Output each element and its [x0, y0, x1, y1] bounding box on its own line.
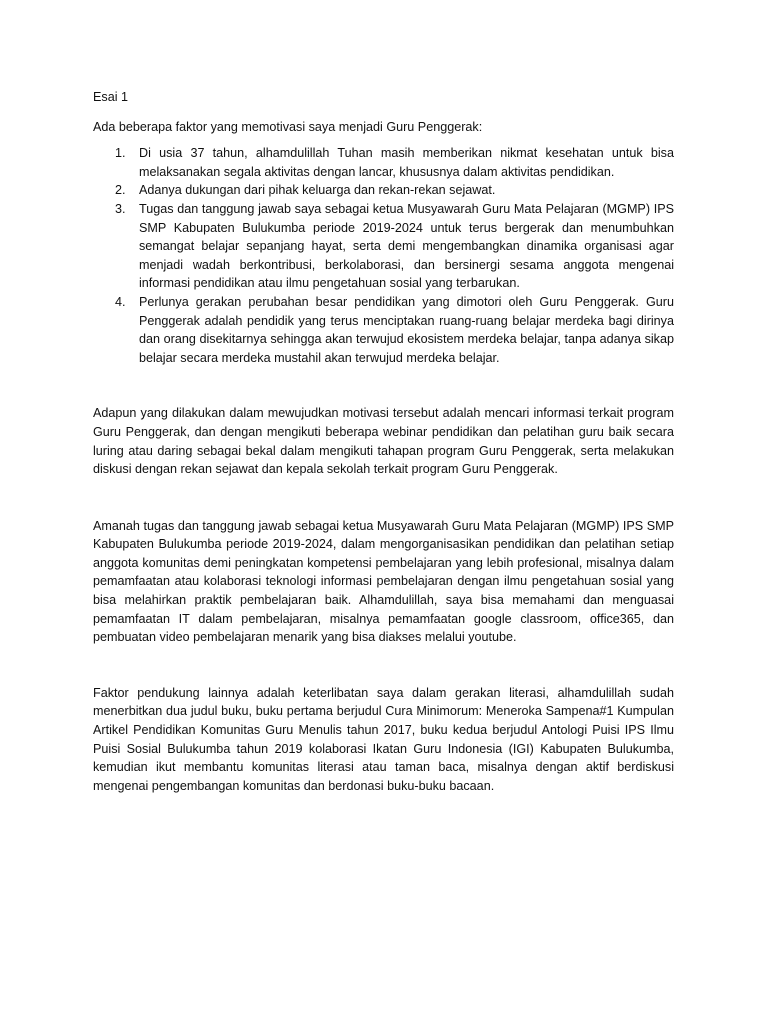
list-item-number: 1. — [115, 146, 126, 161]
list-item — [93, 293, 674, 367]
list-item — [93, 200, 674, 293]
list-item-text: Di usia 37 tahun, alhamdulillah Tuhan masih memberikan nikmat kesehatan untuk bisa melaksanakan segala aktivitas dengan lancar, khususnya dalam aktivitas pendidikan. — [139, 146, 674, 179]
list-item-number: 4. — [115, 294, 126, 309]
paragraph-literacy-support: Faktor pendukung lainnya adalah keterlibatan saya dalam gerakan literasi, alhamdulillah sudah menerbitkan dua judul buku, buku pertama berjudul Cura Minimorum: Meneroka Sampena#1 Kumpulan Artikel Pendidikan Komunitas Guru Menulis tahun 2017, buku kedua berjudul Antologi Puisi IPS Ilmu Puisi Sosial Bulukumba tahun 2019 kolaborasi Ikatan Guru Indonesia (IGI) Kabupaten Bulukumba, kemudian ikut membantu komunitas literasi atau taman baca, misalnya dengan aktif berdiskusi mengenai pengembangan komunitas dan berdonasi buku-buku bacaan. — [93, 685, 674, 793]
list-item-number: 2. — [115, 183, 126, 198]
list-item — [93, 144, 674, 181]
list-item-text: Perlunya gerakan perubahan besar pendidikan yang dimotori oleh Guru Penggerak. Guru Penggerak adalah pendidik yang terus menciptakan ruang-ruang belajar merdeka bagi dirinya dan orang disekitarnya sehingga akan terwujud ekosistem merdeka belajar, tanpa adanya sikap belajar secara merdeka mustahil akan terwujud merdeka belajar. — [139, 294, 674, 365]
list-item-text: Tugas dan tanggung jawab saya sebagai ketua Musyawarah Guru Mata Pelajaran (MGMP) IPS SMP Kabupaten Bulukumba periode 2019-2024 untuk terus bergerak dan menumbuhkan semangat belajar sepanjang hayat, serta demi mengembangkan dinamika organisasi agar menjadi wadah berkontribusi, berkolaborasi, dan bersinergi sesama anggota mengenai informasi pendidikan atau ilmu pengetahuan sosial yang terbarukan. — [139, 201, 674, 291]
paragraph-mgmp-mandate: Amanah tugas dan tanggung jawab sebagai ketua Musyawarah Guru Mata Pelajaran (MGMP) IPS SMP Kabupaten Bulukumba periode 2019-2024, dalam mengorganisasikan pendidikan dan pelatihan setiap anggota komunitas demi peningkatan kompetensi pembelajaran yang lebih profesional, misalnya dalam pemamfaatan atau kolaborasi teknologi informasi pembelajaran dengan ilmu pengetahuan sosial yang bisa melahirkan praktik pembelajaran baik. Alhamdulillah, saya bisa memahami dan menguasai pemamfaatan IT dalam pembelajaran, misalnya pemamfaatan google classroom, office365, dan pembuatan video pembelajaran menarik yang bisa diakses melalui youtube. — [93, 518, 674, 645]
list-item — [93, 181, 674, 200]
list-item-number: 3. — [115, 201, 126, 216]
essay-intro: Ada beberapa faktor yang memotivasi saya menjadi Guru Penggerak: — [93, 119, 483, 134]
list-item-text: Adanya dukungan dari pihak keluarga dan rekan-rekan sejawat. — [139, 183, 496, 198]
document-page — [93, 88, 674, 795]
paragraph-motivation-actions: Adapun yang dilakukan dalam mewujudkan motivasi tersebut adalah mencari informasi terkait program Guru Penggerak, dan dengan mengikuti beberapa webinar pendidikan dan pelatihan guru baik secara luring atau daring sebagai bekal dalam mengikuti tahapan program Guru Penggerak, serta melakukan diskusi dengan rekan sejawat dan kepala sekolah terkait program Guru Penggerak. — [93, 406, 674, 477]
essay-heading: Esai 1 — [93, 90, 129, 104]
factor-list — [93, 144, 674, 367]
